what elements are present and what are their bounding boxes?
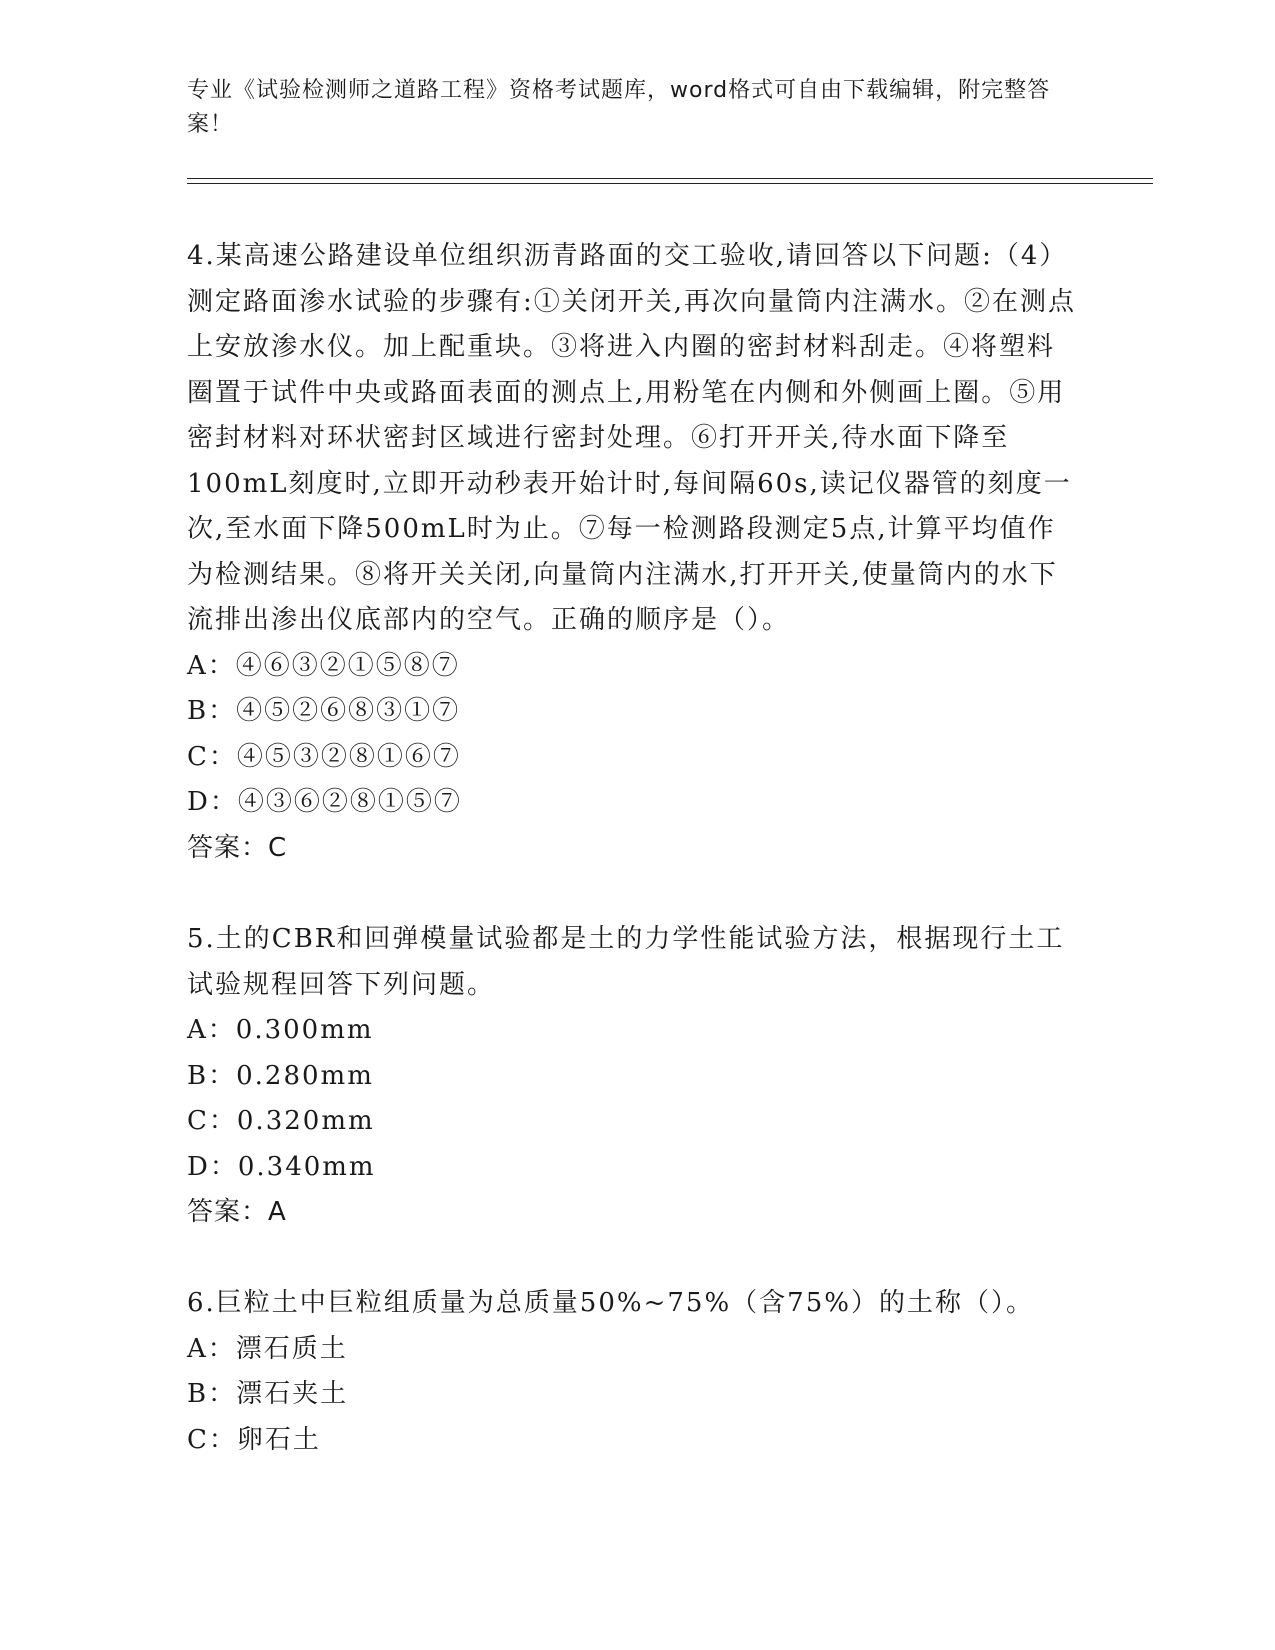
option-c: C：0.320mm [187,1106,375,1136]
option-a: A：漂石质土 [187,1333,348,1364]
answer-line: 答案：A [187,1197,287,1227]
option-b: B：④⑤②⑥⑧③①⑦ [187,696,461,726]
document-header: 专业《试验检测师之道路工程》资格考试题库，word格式可自由下载编辑，附完整答案！ [187,78,1051,137]
option-d: D：0.340mm [187,1151,376,1182]
question-stem: 5.土的CBR和回弹模量试验都是土的力学性能试验方法，根据现行土工试验规程回答下列问题。 [187,924,1065,1000]
question-5 [187,917,1077,1236]
header-divider-top [187,178,1153,179]
question-stem: 6.巨粒土中巨粒组质量为总质量50%~75%（含75%）的土称（）。 [187,1288,1034,1318]
option-b: B：漂石夹土 [187,1379,349,1409]
option-a: A：0.300mm [187,1015,374,1045]
header-divider-bottom [187,183,1153,184]
option-d: D：④③⑥②⑧①⑤⑦ [187,787,462,817]
answer-line: 答案：C [187,832,288,863]
question-6 [187,1281,1077,1463]
option-c: C：④⑤③②⑧①⑥⑦ [187,741,461,772]
option-c: C：卵石土 [187,1424,321,1455]
question-4 [187,234,1077,871]
option-a: A：④⑥③②①⑤⑧⑦ [187,650,460,681]
question-stem: 4.某高速公路建设单位组织沥青路面的交工验收,请回答以下问题:（4）测定路面渗水试验的步骤有:①关闭开关,再次向量筒内注满水。②在测点上安放渗水仪。加上配重块。③将进入内圈的密封材料刮走。④将塑料圈置于试件中央或路面表面的测点上,用粉笔在内侧和外侧画上圈。⑤用密封材料对环状密封区域进行密封处理。⑥打开开关,待水面下降至100mL刻度时,立即开动秒表开始计时,每间隔60s,读记仪器管的刻度一次,至水面下降500mL时为止。⑦每一检测路段测定5点,计算平均值作为检测结果。⑧将开关关闭,向量筒内注满水,打开开关,使量筒内的水下流排出渗出仪底部内的空气。正确的顺序是（）。 [187,241,1077,635]
option-b: B：0.280mm [187,1060,374,1091]
